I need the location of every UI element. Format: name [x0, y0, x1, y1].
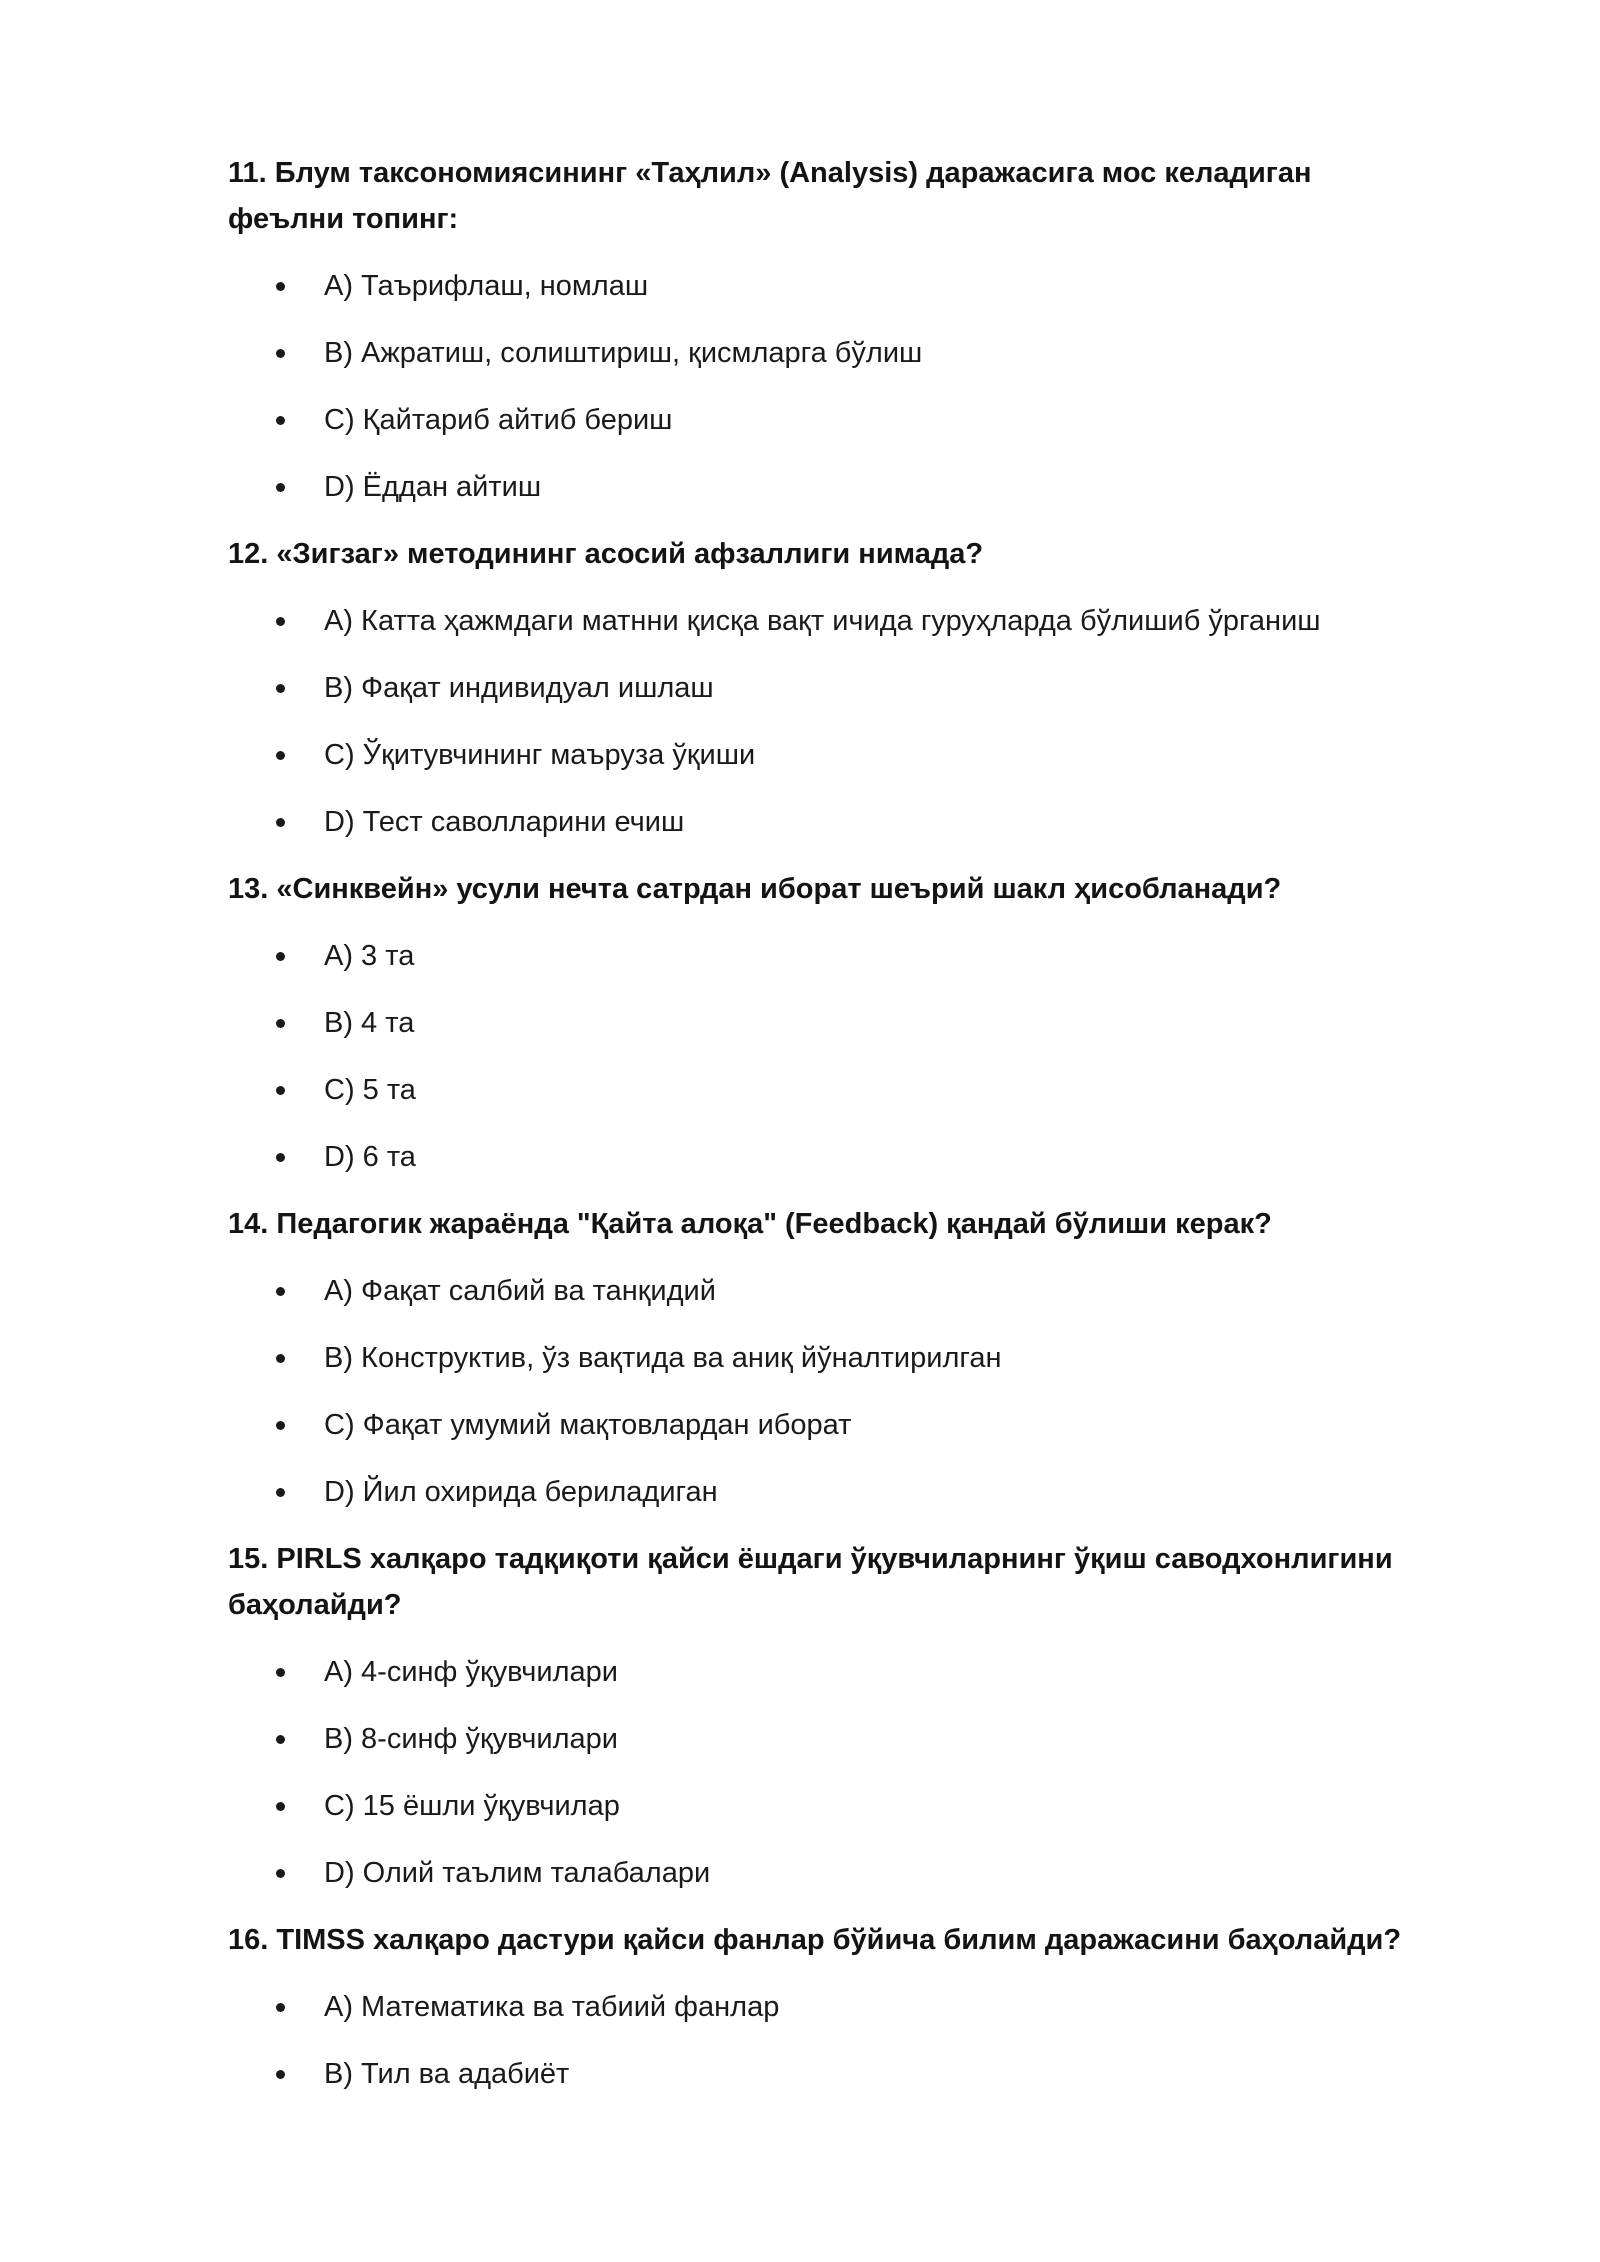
option-text: C) 5 та [324, 1074, 416, 1106]
bullet-icon [276, 751, 285, 760]
bullet-icon [276, 483, 285, 492]
option-item [228, 1469, 1428, 1515]
option-text: B) Тил ва адабиёт [324, 2058, 570, 2090]
option-text: D) Олий таълим талабалари [324, 1857, 711, 1889]
option-list [228, 1984, 1428, 2097]
option-list [228, 598, 1428, 845]
option-item [228, 1335, 1428, 1381]
option-text: D) 6 та [324, 1141, 416, 1173]
option-list [228, 1649, 1428, 1896]
option-list [228, 933, 1428, 1180]
option-item [228, 1268, 1428, 1314]
option-text: A) Фақат салбий ва танқидий [324, 1275, 716, 1307]
option-text: D) Тест саволларини ечиш [324, 806, 685, 838]
option-item [228, 330, 1428, 376]
option-item [228, 1850, 1428, 1896]
bullet-icon [276, 282, 285, 291]
option-text: C) Фақат умумий мақтовлардан иборат [324, 1409, 852, 1441]
bullet-icon [276, 416, 285, 425]
option-text: B) Фақат индивидуал ишлаш [324, 672, 714, 704]
option-text: B) 4 та [324, 1007, 415, 1039]
bullet-icon [276, 1019, 285, 1028]
bullet-icon [276, 617, 285, 626]
bullet-icon [276, 1488, 285, 1497]
option-item [228, 1402, 1428, 1448]
bullet-icon [276, 1086, 285, 1095]
question-11 [228, 150, 1428, 510]
option-item [228, 397, 1428, 443]
option-text: C) Қайтариб айтиб бериш [324, 404, 673, 436]
option-text: A) 3 та [324, 940, 415, 972]
question-title: 14. Педагогик жараёнда "Қайта алоқа" (Feedback) қандай бўлиши керак? [228, 1208, 1272, 1240]
bullet-icon [276, 1869, 285, 1878]
question-15 [228, 1536, 1428, 1896]
option-item [228, 1649, 1428, 1695]
bullet-icon [276, 1287, 285, 1296]
bullet-icon [276, 2070, 285, 2079]
option-item [228, 263, 1428, 309]
bullet-icon [276, 1421, 285, 1430]
option-text: A) Таърифлаш, номлаш [324, 270, 649, 302]
option-item [228, 2051, 1428, 2097]
question-title: 15. PIRLS халқаро тадқиқоти қайси ёшдаги ўқувчиларнинг ўқиш саводхонлигини баҳолайди? [228, 1543, 1393, 1621]
option-text: A) Математика ва табиий фанлар [324, 1991, 780, 2023]
question-13 [228, 866, 1428, 1180]
bullet-icon [276, 684, 285, 693]
option-item [228, 665, 1428, 711]
bullet-icon [276, 1668, 285, 1677]
question-12 [228, 531, 1428, 845]
option-text: B) Ажратиш, солиштириш, қисмларга бўлиш [324, 337, 923, 369]
option-text: A) Катта ҳажмдаги матнни қисқа вақт ичида гуруҳларда бўлишиб ўрганиш [324, 605, 1321, 637]
question-title: 12. «Зигзаг» методининг асосий афзаллиги нимада? [228, 538, 984, 570]
bullet-icon [276, 2003, 285, 2012]
bullet-icon [276, 1354, 285, 1363]
option-item [228, 464, 1428, 510]
bullet-icon [276, 1802, 285, 1811]
bullet-icon [276, 818, 285, 827]
option-item [228, 799, 1428, 845]
bullet-icon [276, 349, 285, 358]
option-item [228, 732, 1428, 778]
option-item [228, 1716, 1428, 1762]
option-list [228, 1268, 1428, 1515]
question-title: 13. «Синквейн» усули нечта сатрдан иборат шеърий шакл ҳисобланади? [228, 873, 1282, 905]
option-text: A) 4-синф ўқувчилари [324, 1656, 618, 1688]
option-item [228, 1067, 1428, 1113]
option-text: B) 8-синф ўқувчилари [324, 1723, 618, 1755]
question-title: 16. TIMSS халқаро дастури қайси фанлар бўйича билим даражасини баҳолайди? [228, 1924, 1402, 1956]
option-item [228, 933, 1428, 979]
question-list [228, 150, 1428, 2118]
option-list [228, 263, 1428, 510]
option-text: D) Йил охирида бериладиган [324, 1476, 718, 1508]
option-item [228, 598, 1428, 644]
option-item [228, 1134, 1428, 1180]
option-item [228, 1000, 1428, 1046]
bullet-icon [276, 952, 285, 961]
option-text: C) 15 ёшли ўқувчилар [324, 1790, 620, 1822]
option-item [228, 1984, 1428, 2030]
bullet-icon [276, 1735, 285, 1744]
option-text: D) Ёддан айтиш [324, 471, 542, 503]
bullet-icon [276, 1153, 285, 1162]
option-item [228, 1783, 1428, 1829]
question-14 [228, 1201, 1428, 1515]
question-16 [228, 1917, 1428, 2097]
option-text: B) Конструктив, ўз вақтида ва аниқ йўналтирилган [324, 1342, 1002, 1374]
question-title: 11. Блум таксономиясининг «Таҳлил» (Analysis) даражасига мос келадиган феълни топинг: [228, 157, 1312, 235]
option-text: C) Ўқитувчининг маъруза ўқиши [324, 739, 756, 771]
